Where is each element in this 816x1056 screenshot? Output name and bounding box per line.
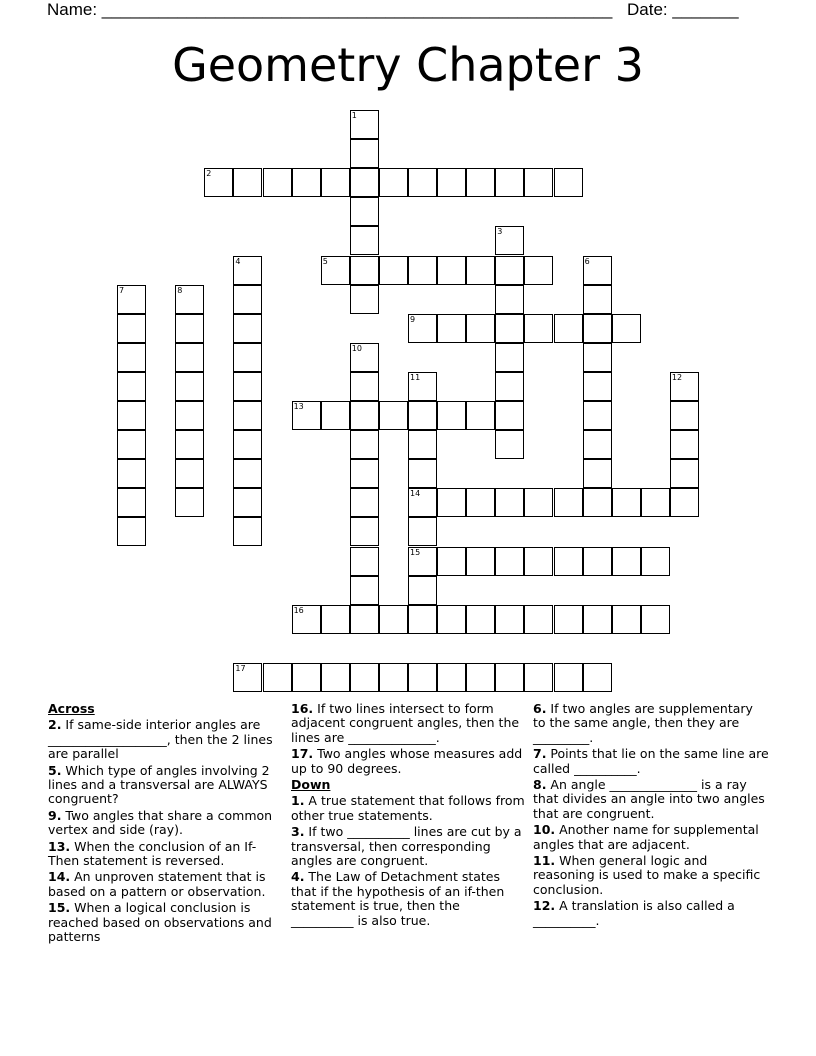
clue-item-text: Which type of angles involving 2 lines and a transversal are ALWAYS congruent? [48, 762, 270, 807]
clue-item-text: When the conclusion of an If-Then statement is reversed. [48, 838, 257, 869]
clues-column-2 [291, 702, 525, 930]
down-heading: Down [291, 777, 331, 793]
clue-item [291, 870, 525, 928]
crossword-cell[interactable] [612, 547, 641, 576]
clue-item-number: 16. [291, 701, 314, 716]
clue-item-number: 6. [533, 701, 547, 716]
crossword-cell[interactable] [524, 314, 553, 343]
crossword-cell[interactable] [670, 430, 699, 459]
clue-number: 2 [206, 169, 212, 179]
crossword-cell[interactable] [524, 605, 553, 634]
crossword-cell[interactable] [350, 401, 379, 430]
crossword-cell[interactable] [292, 168, 321, 197]
crossword-cell[interactable] [583, 285, 612, 314]
crossword-cell[interactable] [524, 256, 553, 285]
crossword-cell[interactable] [379, 605, 408, 634]
crossword-cell[interactable] [408, 488, 437, 517]
crossword-cell[interactable] [583, 430, 612, 459]
crossword-cell[interactable] [117, 401, 146, 430]
crossword-cell[interactable] [117, 372, 146, 401]
crossword-cell[interactable] [612, 605, 641, 634]
crossword-cell[interactable] [292, 401, 321, 430]
crossword-cell[interactable] [233, 372, 262, 401]
crossword-cell[interactable] [583, 605, 612, 634]
clue-number: 6 [584, 256, 590, 266]
down-clue-list [291, 794, 525, 928]
crossword-cell[interactable] [554, 547, 583, 576]
crossword-cell[interactable] [495, 285, 524, 314]
clue-number: 11 [410, 372, 421, 382]
crossword-cell[interactable] [233, 430, 262, 459]
crossword-cell[interactable] [117, 314, 146, 343]
crossword-cell[interactable] [466, 547, 495, 576]
clue-item-number: 10. [533, 822, 556, 838]
crossword-cell[interactable] [495, 256, 524, 285]
crossword-cell[interactable] [583, 314, 612, 343]
crossword-cell[interactable] [379, 401, 408, 430]
crossword-cell[interactable] [495, 168, 524, 197]
page-title: Geometry Chapter 3 [172, 38, 644, 92]
crossword-cell[interactable] [408, 517, 437, 546]
crossword-cell[interactable] [670, 401, 699, 430]
crossword-cell[interactable] [350, 430, 379, 459]
clue-number: 17 [235, 663, 246, 673]
crossword-cell[interactable] [408, 372, 437, 401]
crossword-cell[interactable] [117, 488, 146, 517]
name-field-label[interactable]: Name: ______________________________________________________ [47, 0, 613, 19]
crossword-cell[interactable] [437, 605, 466, 634]
crossword-cell[interactable] [583, 256, 612, 285]
crossword-cell[interactable] [292, 663, 321, 692]
crossword-cell[interactable] [670, 372, 699, 401]
crossword-cell[interactable] [495, 547, 524, 576]
crossword-cell[interactable] [554, 663, 583, 692]
crossword-cell[interactable] [175, 488, 204, 517]
crossword-cell[interactable] [495, 226, 524, 255]
crossword-cell[interactable] [379, 663, 408, 692]
crossword-cell[interactable] [263, 168, 292, 197]
crossword-cell[interactable] [524, 488, 553, 517]
crossword-cell[interactable] [408, 314, 437, 343]
crossword-cell[interactable] [466, 605, 495, 634]
crossword-cell[interactable] [408, 459, 437, 488]
clue-number: 13 [293, 402, 304, 411]
crossword-cell[interactable] [466, 401, 495, 430]
crossword-cell[interactable] [554, 488, 583, 517]
clue-item [48, 901, 284, 944]
clue-item-number: 2. [48, 717, 62, 733]
crossword-cell[interactable] [408, 547, 437, 576]
crossword-cell[interactable] [233, 343, 262, 372]
crossword-cell[interactable] [583, 343, 612, 372]
clue-number: 15 [410, 547, 421, 557]
clue-item-number: 7. [533, 746, 547, 762]
crossword-cell[interactable] [350, 459, 379, 488]
crossword-cell[interactable] [233, 459, 262, 488]
crossword-cell[interactable] [408, 576, 437, 605]
crossword-cell[interactable] [321, 663, 350, 692]
crossword-cell[interactable] [408, 605, 437, 634]
crossword-cell[interactable] [583, 663, 612, 692]
clue-number: 1 [351, 111, 357, 120]
clue-number: 9 [410, 314, 416, 324]
clue-item [291, 747, 525, 776]
clue-item [48, 809, 284, 838]
crossword-cell[interactable] [117, 343, 146, 372]
crossword-cell[interactable] [321, 605, 350, 634]
crossword-cell[interactable] [350, 139, 379, 168]
crossword-cell[interactable] [117, 459, 146, 488]
crossword-cell[interactable] [175, 430, 204, 459]
crossword-cell[interactable] [437, 401, 466, 430]
crossword-cell[interactable] [350, 488, 379, 517]
clues-column-1 [48, 702, 284, 947]
clue-item [48, 870, 284, 899]
crossword-cell[interactable] [350, 517, 379, 546]
clue-item-number: 12. [533, 898, 556, 914]
crossword-cell[interactable] [437, 547, 466, 576]
clue-number: 12 [671, 372, 683, 382]
crossword-cell[interactable] [583, 547, 612, 576]
crossword-cell[interactable] [408, 663, 437, 692]
crossword-cell[interactable] [466, 663, 495, 692]
crossword-cell[interactable] [175, 459, 204, 488]
crossword-cell[interactable] [612, 488, 641, 517]
crossword-cell[interactable] [350, 663, 379, 692]
crossword-cell[interactable] [641, 488, 670, 517]
crossword-cell[interactable] [495, 372, 524, 401]
clue-item-text: A translation is also called a __________. [533, 898, 735, 928]
clue-item-number: 3. [291, 824, 305, 840]
crossword-cell[interactable] [495, 488, 524, 517]
crossword-cell[interactable] [379, 256, 408, 285]
crossword-cell[interactable] [292, 605, 321, 634]
crossword-cell[interactable] [437, 314, 466, 343]
clue-number: 8 [177, 285, 183, 295]
clue-item-text: Another name for supplemental angles that are adjacent. [533, 822, 759, 852]
crossword-cell[interactable] [466, 314, 495, 343]
crossword-cell[interactable] [466, 256, 495, 285]
clue-item-number: 9. [48, 807, 62, 823]
crossword-cell[interactable] [641, 547, 670, 576]
crossword-cell[interactable] [437, 168, 466, 197]
crossword-cell[interactable] [350, 197, 379, 226]
crossword-cell[interactable] [350, 285, 379, 314]
crossword-cell[interactable] [175, 314, 204, 343]
clue-item-text: If two angles are supplementary to the same angle, then they are _________. [533, 701, 753, 745]
crossword-cell[interactable] [583, 372, 612, 401]
crossword-cell[interactable] [612, 314, 641, 343]
clue-item-number: 8. [533, 777, 547, 793]
crossword-cell[interactable] [495, 605, 524, 634]
clue-item [533, 823, 769, 852]
clue-item-text: An unproven statement that is based on a pattern or observation. [48, 869, 266, 899]
crossword-cell[interactable] [233, 517, 262, 546]
clue-item [533, 899, 769, 928]
crossword-cell[interactable] [175, 401, 204, 430]
crossword-cell[interactable] [233, 314, 262, 343]
clue-item-text: When general logic and reasoning is used to make a specific conclusion. [533, 853, 761, 897]
clue-item-text: Two angles whose measures add up to 90 degrees. [291, 746, 523, 776]
clue-item-text: A true statement that follows from other true statements. [291, 793, 525, 823]
clue-item [291, 702, 525, 745]
clue-item [533, 854, 769, 897]
crossword-cell[interactable] [350, 372, 379, 401]
crossword-cell[interactable] [524, 547, 553, 576]
crossword-cell[interactable] [554, 314, 583, 343]
crossword-cell[interactable] [233, 256, 262, 285]
clue-item-number: 14. [48, 869, 71, 885]
clue-item [48, 764, 284, 807]
crossword-cell[interactable] [379, 168, 408, 197]
crossword-cell[interactable] [233, 285, 262, 314]
crossword-cell[interactable] [350, 343, 379, 372]
crossword-cell[interactable] [350, 547, 379, 576]
crossword-cell[interactable] [321, 401, 350, 430]
crossword-cell[interactable] [408, 168, 437, 197]
crossword-cell[interactable] [263, 663, 292, 692]
crossword-cell[interactable] [583, 488, 612, 517]
clue-number: 4 [235, 256, 241, 266]
crossword-cell[interactable] [670, 488, 699, 517]
crossword-cell[interactable] [495, 343, 524, 372]
clue-item-number: 15. [48, 900, 71, 916]
clue-item [533, 702, 769, 745]
clue-number: 5 [322, 256, 328, 266]
crossword-cell[interactable] [233, 401, 262, 430]
clue-item-number: 11. [533, 853, 556, 869]
clue-item-text: If two lines intersect to form adjacent congruent angles, then the lines are ______________. [291, 701, 520, 745]
crossword-cell[interactable] [350, 256, 379, 285]
across-clue-list-continued [291, 702, 525, 776]
crossword-cell[interactable] [175, 285, 204, 314]
crossword-cell[interactable] [175, 343, 204, 372]
crossword-cell[interactable] [466, 488, 495, 517]
crossword-cell[interactable] [641, 605, 670, 634]
crossword-cell[interactable] [524, 663, 553, 692]
clue-number: 14 [410, 489, 421, 499]
clue-item [533, 747, 769, 776]
crossword-cell[interactable] [495, 430, 524, 459]
clue-number: 7 [119, 285, 125, 295]
crossword-cell[interactable] [350, 605, 379, 634]
crossword-cell[interactable] [466, 168, 495, 197]
clue-number: 10 [351, 343, 362, 353]
crossword-cell[interactable] [408, 401, 437, 430]
clue-item-number: 1. [291, 793, 305, 809]
clue-item-number: 4. [291, 869, 305, 885]
crossword-cell[interactable] [175, 372, 204, 401]
crossword-cell[interactable] [233, 488, 262, 517]
crossword-cell[interactable] [350, 226, 379, 255]
crossword-cell[interactable] [233, 168, 262, 197]
clue-item-text: The Law of Detachment states that if the hypothesis of an if-then statement is true, then the __________ is also true. [291, 869, 505, 928]
clue-item-number: 5. [48, 762, 62, 778]
crossword-cell[interactable] [437, 256, 466, 285]
crossword-cell[interactable] [350, 168, 379, 197]
crossword-cell[interactable] [437, 663, 466, 692]
crossword-cell[interactable] [233, 663, 262, 692]
clue-item [533, 778, 769, 821]
across-clue-list [48, 718, 284, 944]
clue-item [291, 825, 525, 868]
crossword-cell[interactable] [321, 256, 350, 285]
crossword-cell[interactable] [495, 663, 524, 692]
clue-item [48, 718, 284, 761]
clues-column-3 [533, 702, 769, 930]
crossword-cell[interactable] [437, 488, 466, 517]
across-heading: Across [48, 701, 95, 716]
clue-item-text: Points that lie on the same line are called __________. [533, 746, 769, 776]
clue-number: 3 [497, 227, 503, 237]
crossword-cell[interactable] [495, 314, 524, 343]
crossword-cell[interactable] [670, 459, 699, 488]
clue-item [48, 840, 284, 869]
crossword-cell[interactable] [350, 576, 379, 605]
crossword-cell[interactable] [583, 459, 612, 488]
crossword-cell[interactable] [321, 168, 350, 197]
crossword-cell[interactable] [524, 168, 553, 197]
clue-item-text: When a logical conclusion is reached based on observations and patterns [48, 900, 272, 945]
clue-item-number: 13. [48, 838, 71, 854]
clue-item [291, 794, 525, 823]
crossword-cell[interactable] [204, 168, 233, 197]
crossword-cell[interactable] [117, 285, 146, 314]
down-clue-list-continued [533, 702, 769, 928]
crossword-cell[interactable] [495, 401, 524, 430]
clue-item-number: 17. [291, 746, 314, 762]
crossword-cell[interactable] [408, 256, 437, 285]
crossword-cell[interactable] [408, 430, 437, 459]
crossword-cell[interactable] [583, 401, 612, 430]
crossword-cell[interactable] [117, 517, 146, 546]
crossword-cell[interactable] [350, 110, 379, 139]
clue-number: 16 [293, 605, 304, 615]
clue-item-text: Two angles that share a common vertex and side (ray). [48, 807, 273, 838]
crossword-cell[interactable] [554, 605, 583, 634]
clue-item-text: If two __________ lines are cut by a transversal, then corresponding angles are congruent. [291, 824, 522, 869]
clue-item-text: If same-side interior angles are ___________________, then the 2 lines are parallel [48, 717, 273, 762]
clue-item-text: An angle ______________ is a ray that divides an angle into two angles that are congruent. [533, 777, 765, 821]
crossword-cell[interactable] [117, 430, 146, 459]
date-field-label[interactable]: Date: _______ [627, 0, 739, 19]
crossword-cell[interactable] [554, 168, 583, 197]
